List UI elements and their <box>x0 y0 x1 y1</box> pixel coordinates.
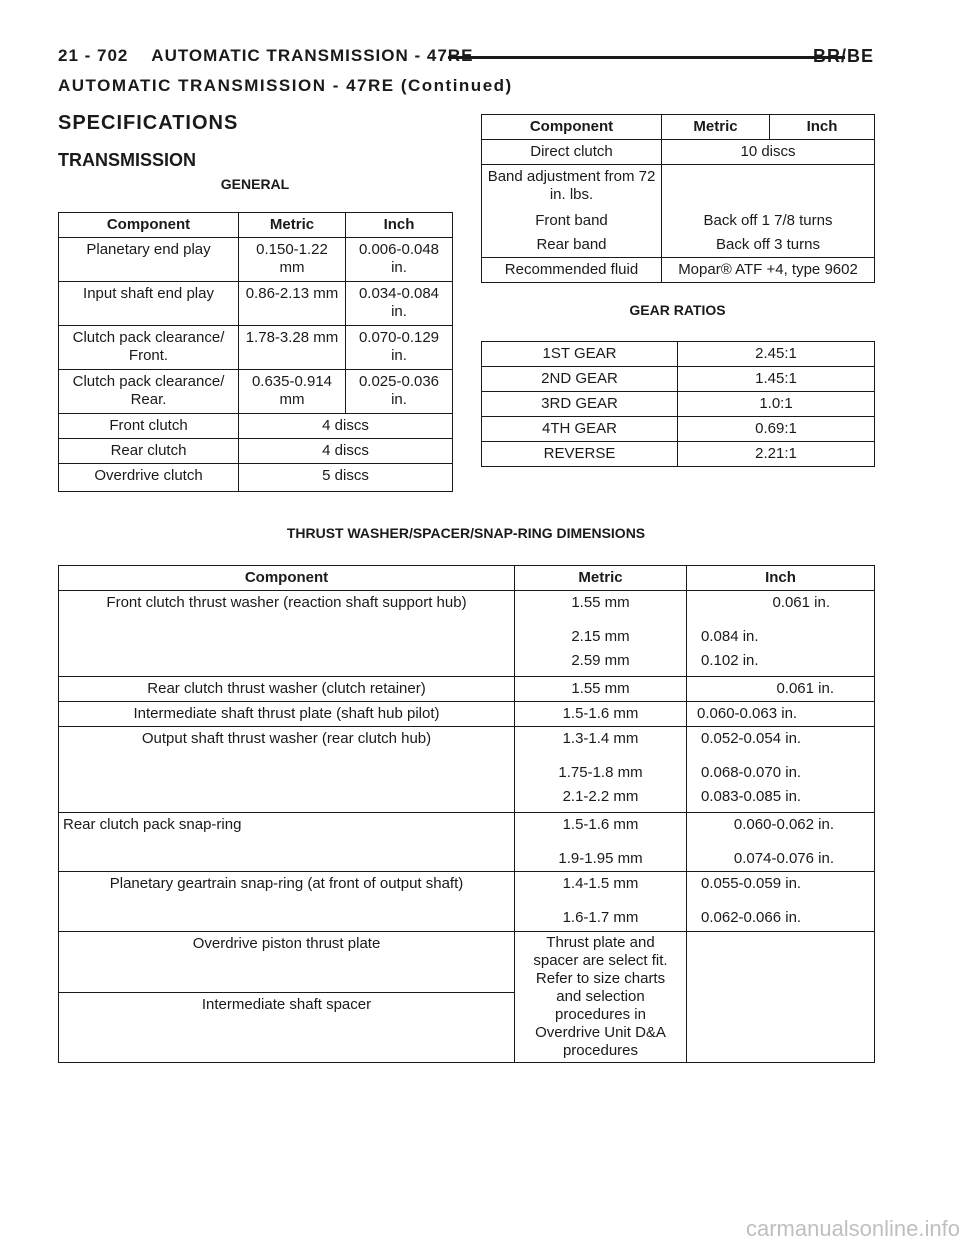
table-row <box>482 257 875 282</box>
cell: Clutch pack clearance/ Rear. <box>59 370 239 414</box>
cell: 0.061 in. <box>687 677 875 702</box>
cell: 4TH GEAR <box>482 417 678 442</box>
cell: 0.025-0.036 in. <box>346 370 453 414</box>
table-row <box>482 342 875 367</box>
cell: Back off 1 7/8 turns <box>662 209 875 233</box>
table-row <box>59 439 453 464</box>
cell: 0.69:1 <box>678 417 875 442</box>
cell: 1ST GEAR <box>482 342 678 367</box>
transmission-heading: TRANSMISSION <box>58 150 197 170</box>
cell: 2.45:1 <box>678 342 875 367</box>
value: 1.5-1.6 mm <box>562 816 639 833</box>
cell: 5 discs <box>239 464 453 492</box>
value: 2.59 mm <box>571 652 630 669</box>
cell: Rear clutch pack snap-ring <box>59 813 515 872</box>
value: 1.3-1.4 mm <box>562 730 639 747</box>
table-header-row <box>482 115 875 140</box>
table-header-row <box>59 213 453 238</box>
cell: Direct clutch <box>482 140 662 165</box>
value: 0.083-0.085 in. <box>701 788 802 805</box>
table-row <box>482 140 875 165</box>
value: 0.074-0.076 in. <box>733 850 834 867</box>
cell <box>687 932 875 1063</box>
select-fit-note: Thrust plate and spacer are select fit. Refer to size charts and selection procedures in Overdrive Unit D&A procedures <box>515 932 687 1063</box>
cell: Rear band <box>482 233 662 258</box>
table-row <box>482 233 875 258</box>
table-row <box>59 727 875 813</box>
thrust-table <box>58 565 875 1063</box>
table-row <box>482 417 875 442</box>
cell: 0.635-0.914 mm <box>239 370 346 414</box>
page-header <box>58 46 473 66</box>
col-header: Component <box>59 213 239 238</box>
value: 1.55 mm <box>571 594 630 611</box>
cell: Intermediate shaft spacer <box>59 993 515 1063</box>
gear-ratios-caption: GEAR RATIOS <box>629 302 726 318</box>
cell: 0.150-1.22 mm <box>239 238 346 282</box>
col-header: Metric <box>239 213 346 238</box>
value: 1.4-1.5 mm <box>562 875 639 892</box>
general-caption: GENERAL <box>220 176 290 192</box>
value: 0.068-0.070 in. <box>701 764 802 781</box>
table-row <box>59 238 453 282</box>
table-row <box>482 392 875 417</box>
specifications-heading: SPECIFICATIONS <box>58 112 239 134</box>
cell: 2.21:1 <box>678 442 875 467</box>
table-row <box>59 813 875 872</box>
cell: Front clutch <box>59 414 239 439</box>
table-row <box>59 591 875 677</box>
cell: 3RD GEAR <box>482 392 678 417</box>
value: 0.061 in. <box>772 594 830 611</box>
col-header: Metric <box>662 115 770 140</box>
value: 0.062-0.066 in. <box>701 909 802 926</box>
table-row <box>59 414 453 439</box>
cell <box>515 872 687 932</box>
cell: Rear clutch <box>59 439 239 464</box>
cell: Mopar® ATF +4, type 9602 <box>662 257 875 282</box>
value: 0.084 in. <box>701 628 759 645</box>
cell: Planetary geartrain snap-ring (at front of output shaft) <box>59 872 515 932</box>
header-rule <box>448 56 845 59</box>
cell <box>687 591 875 677</box>
cell: 0.060-0.063 in. <box>687 702 875 727</box>
cell: 10 discs <box>662 140 875 165</box>
table-row <box>482 442 875 467</box>
table-row <box>59 702 875 727</box>
cell: Overdrive clutch <box>59 464 239 492</box>
value: 1.6-1.7 mm <box>562 909 639 926</box>
table-row <box>59 677 875 702</box>
cell: Clutch pack clearance/ Front. <box>59 326 239 370</box>
cell <box>687 727 875 813</box>
thrust-caption: THRUST WASHER/SPACER/SNAP-RING DIMENSIONS <box>286 525 646 541</box>
page-number: 21 - 702 <box>58 46 129 65</box>
table-row <box>482 367 875 392</box>
table-row <box>59 932 875 993</box>
cell <box>687 813 875 872</box>
section-title: AUTOMATIC TRANSMISSION - 47RE <box>151 46 474 65</box>
value: 0.060-0.062 in. <box>733 816 834 833</box>
general-table <box>58 212 453 492</box>
table-row <box>59 282 453 326</box>
cell: Overdrive piston thrust plate <box>59 932 515 993</box>
cell: Front clutch thrust washer (reaction shaft support hub) <box>59 591 515 677</box>
cell: 0.86-2.13 mm <box>239 282 346 326</box>
value: 0.055-0.059 in. <box>701 875 802 892</box>
value: 0.102 in. <box>701 652 759 669</box>
value: 2.15 mm <box>571 628 630 645</box>
cell <box>515 727 687 813</box>
cell: 2ND GEAR <box>482 367 678 392</box>
cell: 0.070-0.129 in. <box>346 326 453 370</box>
cell: 4 discs <box>239 439 453 464</box>
gear-ratios-table <box>481 341 875 467</box>
table-row <box>482 209 875 233</box>
cell <box>687 872 875 932</box>
col-header: Inch <box>770 115 875 140</box>
cell: Rear clutch thrust washer (clutch retainer) <box>59 677 515 702</box>
value: 2.1-2.2 mm <box>562 788 639 805</box>
cell: Recommended fluid <box>482 257 662 282</box>
cell: Planetary end play <box>59 238 239 282</box>
cell: Input shaft end play <box>59 282 239 326</box>
cell <box>662 165 875 209</box>
cell: Back off 3 turns <box>662 233 875 258</box>
cell: 0.034-0.084 in. <box>346 282 453 326</box>
cell: REVERSE <box>482 442 678 467</box>
cell: 1.0:1 <box>678 392 875 417</box>
cell: 4 discs <box>239 414 453 439</box>
col-header: Metric <box>515 566 687 591</box>
col-header: Component <box>59 566 515 591</box>
general-continued-table <box>481 114 875 283</box>
table-row <box>59 326 453 370</box>
cell <box>515 591 687 677</box>
table-row <box>482 165 875 209</box>
continued-title: AUTOMATIC TRANSMISSION - 47RE (Continued) <box>58 76 513 95</box>
cell: 1.55 mm <box>515 677 687 702</box>
table-header-row <box>59 566 875 591</box>
cell <box>515 813 687 872</box>
col-header: Component <box>482 115 662 140</box>
cell: 1.5-1.6 mm <box>515 702 687 727</box>
table-row <box>59 370 453 414</box>
cell: 1.45:1 <box>678 367 875 392</box>
col-header: Inch <box>346 213 453 238</box>
value: 1.75-1.8 mm <box>558 764 643 781</box>
cell: Band adjustment from 72 in. lbs. <box>482 165 662 209</box>
value: 0.052-0.054 in. <box>701 730 802 747</box>
value: 1.9-1.95 mm <box>558 850 643 867</box>
cell: 1.78-3.28 mm <box>239 326 346 370</box>
cell: Intermediate shaft thrust plate (shaft hub pilot) <box>59 702 515 727</box>
cell: Output shaft thrust washer (rear clutch hub) <box>59 727 515 813</box>
cell: 0.006-0.048 in. <box>346 238 453 282</box>
table-row <box>59 872 875 932</box>
cell: Front band <box>482 209 662 233</box>
table-row <box>59 464 453 492</box>
model-code: BR/BE <box>812 46 874 66</box>
col-header: Inch <box>687 566 875 591</box>
watermark: carmanualsonline.info <box>745 1216 960 1241</box>
